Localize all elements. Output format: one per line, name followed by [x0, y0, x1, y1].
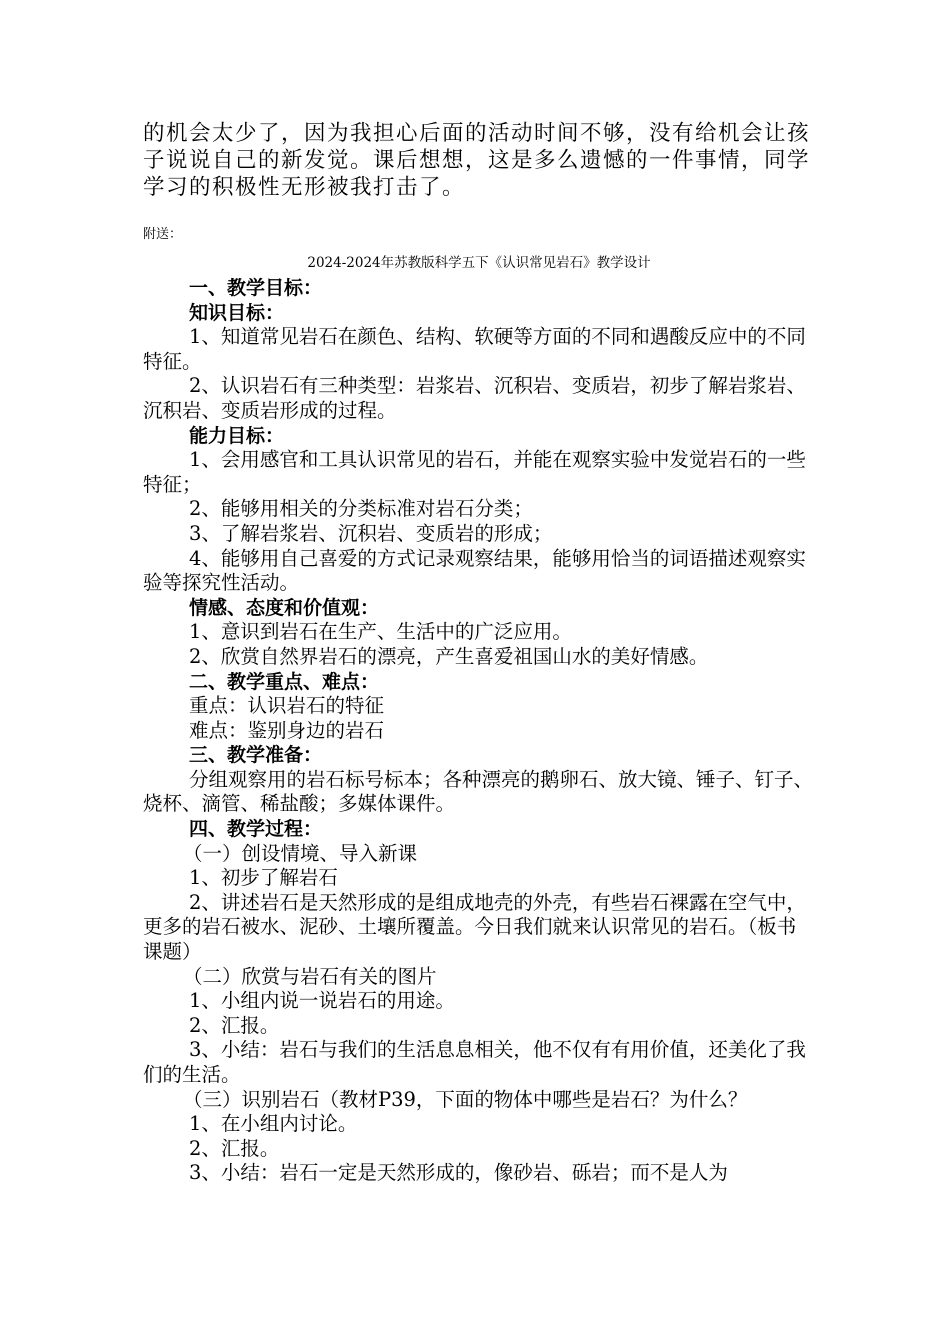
body-line: 1、小组内说一说岩石的用途。: [189, 989, 455, 1013]
section-heading: 情感、态度和价值观：: [189, 596, 380, 619]
body-line: 1、知道常见岩石在颜色、结构、软硬等方面的不同和遇酸反应中的不同特征。: [143, 325, 806, 373]
body-line: 3、小结：岩石与我们的生活息息相关，他不仅有有用价值，还美化了我们的生活。: [143, 1038, 806, 1086]
body-line: 1、意识到岩石在生产、生活中的广泛应用。: [189, 620, 572, 644]
section-heading: 一、教学目标：: [189, 277, 323, 299]
body-line: （一）创设情境、导入新课: [183, 841, 418, 865]
attach-label: 附送：: [143, 227, 183, 242]
section-heading: 二、教学重点、难点：: [189, 670, 380, 693]
body-line: 4、能够用自己喜爱的方式记录观察结果，能够用恰当的词语描述观察实验等探究性活动。: [143, 546, 806, 595]
body-line: 3、小结：岩石一定是天然形成的，像砂岩、砾岩；而不是人为: [189, 1161, 728, 1185]
body-line: 2、能够用相关的分类标准对岩石分类；: [189, 497, 533, 521]
section-heading: 能力目标：: [189, 424, 285, 447]
body-line: 2、汇报。: [189, 1013, 280, 1037]
intro-paragraph: 的机会太少了，因为我担心后面的活动时间不够，没有给机会让孩子说说自己的新发觉。课后想想，这是多么遗憾的一件事情，同学学习的积极性无形被我打击了。: [143, 121, 811, 200]
body-line: 2、汇报。: [189, 1136, 280, 1160]
body-line: 1、在小组内讨论。: [189, 1112, 358, 1136]
body-line: 重点：认识岩石的特征: [189, 694, 385, 718]
body-line: 2、讲述岩石是天然形成的是组成地壳的外壳，有些岩石裸露在空气中，更多的岩石被水、泥砂、土壤所覆盖。今日我们就来认识常见的岩石。（板书课题）: [143, 890, 806, 964]
body-line: 3、了解岩浆岩、沉积岩、变质岩的形成；: [189, 521, 553, 545]
body-line: 2、认识岩石有三种类型：岩浆岩、沉积岩、变质岩，初步了解岩浆岩、沉积岩、变质岩形成的过程。: [143, 374, 806, 422]
section-heading: 四、教学过程：: [189, 818, 323, 841]
document-title: 2024-2024年苏教版科学五下《认识常见岩石》教学设计: [307, 255, 651, 271]
body-line: 1、初步了解岩石: [189, 866, 338, 890]
body-line: （三）识别岩石（教材P39，下面的物体中哪些是岩石？为什么？: [183, 1087, 748, 1111]
section-heading: 三、教学准备：: [189, 744, 323, 767]
lesson-plan-body: [143, 276, 815, 1186]
body-line: 1、会用感官和工具认识常见的岩石，并能在观察实验中发觉岩石的一些特征；: [143, 448, 806, 496]
section-heading: 知识目标：: [189, 301, 285, 324]
body-line: 2、欣赏自然界岩石的漂亮，产生喜爱祖国山水的美好情感。: [189, 644, 709, 668]
body-line: （二）欣赏与岩石有关的图片: [183, 964, 437, 988]
body-line: 分组观察用的岩石标号标本；各种漂亮的鹅卵石、放大镜、锤子、钉子、烧杯、滴管、稀盐酸；多媒体课件。: [143, 767, 814, 816]
body-line: 难点：鉴别身边的岩石: [189, 718, 385, 742]
